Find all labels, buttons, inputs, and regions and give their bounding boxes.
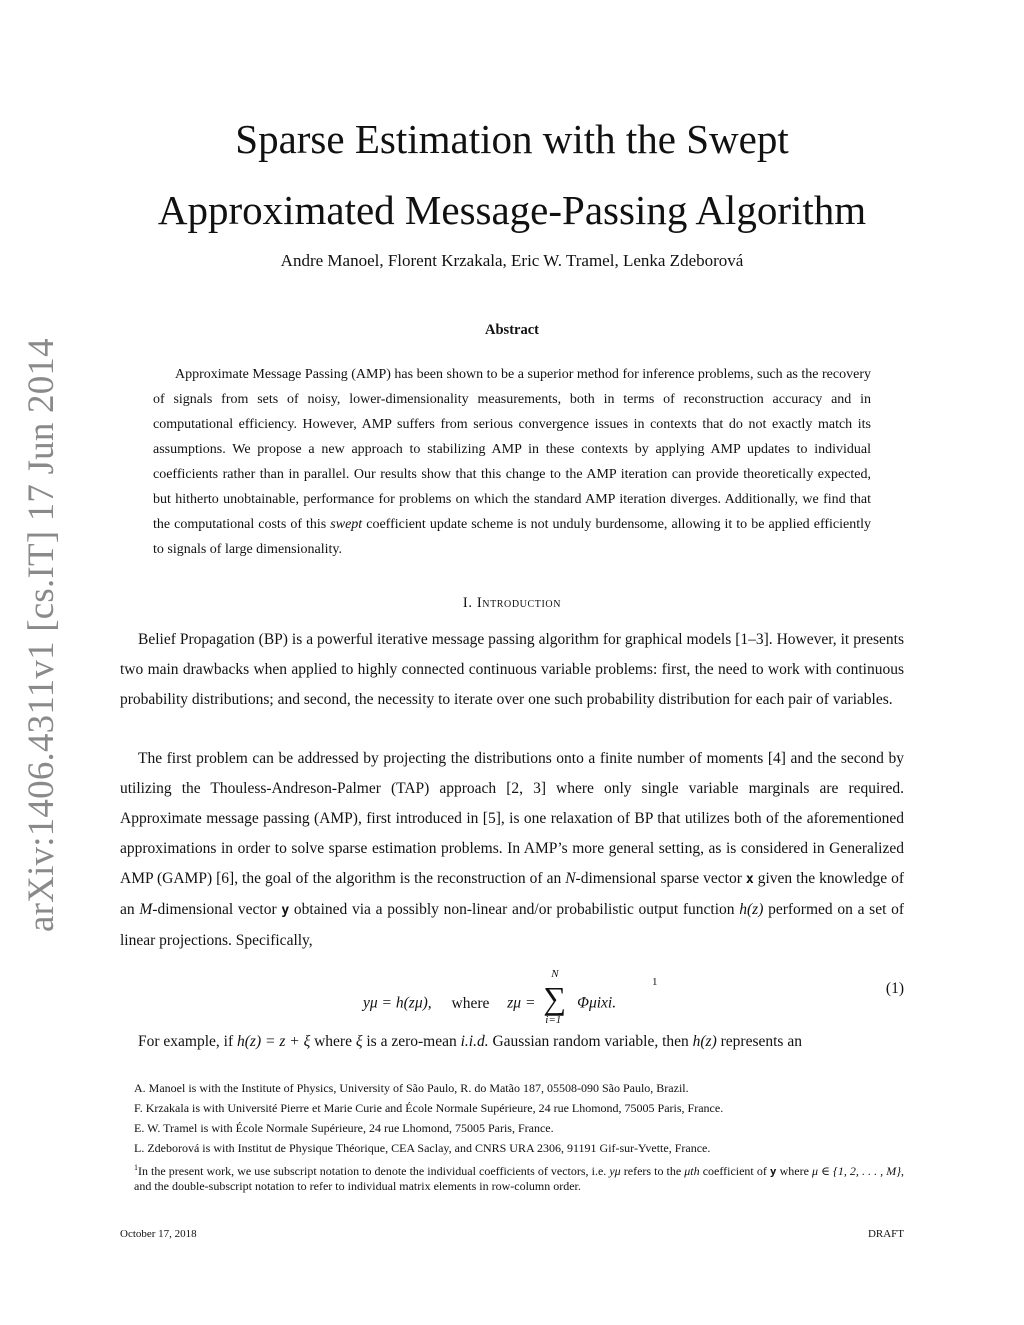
footer-draft: DRAFT <box>867 1228 904 1240</box>
eq-footnote-mark: 1 <box>652 976 658 988</box>
p2-math-M: M <box>139 901 153 918</box>
p3-text-1: For example, if <box>138 1033 238 1050</box>
p3-text-4: Gaussian random variable, then <box>488 1033 693 1050</box>
abstract-italic-word: swept <box>330 517 363 532</box>
p3-text-5: represents an <box>716 1033 802 1050</box>
p3-math-eq: h(z) = z + ξ <box>237 1033 311 1050</box>
eq-lhs: yμ = h(zμ), <box>363 994 432 1012</box>
p2-vector-y: y <box>281 903 290 918</box>
arxiv-stamp: arXiv:1406.4311v1 [cs.IT] 17 Jun 2014 <box>21 338 62 932</box>
affiliation-tramel: E. W. Tramel is with École Normale Supérieure, 24 rue Lhomond, 75005 Paris, France. <box>134 1121 554 1135</box>
affiliation-krzakala: F. Krzakala is with Université Pierre et Marie Curie and École Normale Supérieure, 24 rue Lhomond, 75005 Paris, France. <box>134 1101 724 1115</box>
p2-text-1: The first problem can be addressed by projecting the distributions onto a finite number of moments [4] and the second by utilizing the Thouless-Andreson-Palmer (TAP) approach [2, 3] where only single variable marginals are required. Approximate message passing (AMP), first introduced in [5], is one relaxation of BP that utilizes both of the aforementioned approximations in order to solve sparse estimation problems. In AMP’s more general setting, as is considered in Generalized AMP (GAMP) [6], the goal of the algorithm is the reconstruction of an <box>120 750 904 887</box>
paper-title <box>0 104 1024 246</box>
sigma-glyph: ∑ <box>543 980 567 1016</box>
fn1-math-set: μ ∈ {1, 2, . . . , M} <box>811 1164 901 1178</box>
p3-text-3: is a zero-mean <box>362 1033 461 1050</box>
p2-text-6: performed on a set of linear projections. Specifically, <box>120 901 905 949</box>
p2-text-5: obtained via a possibly non-linear and/or probabilistic output function <box>289 901 740 918</box>
section-numeral: I. <box>462 595 473 611</box>
abstract-text-1: Approximate Message Passing (AMP) has been shown to be a superior method for inference problems, such as the recovery of signals from sets of noisy, lower-dimensionality measurements, both in terms of reconstruction accuracy and in computational efficiency. However, AMP suffers from serious convergence issues in contexts that do not exactly match its assumptions. We propose a new approach to stabilizing AMP in these contexts by applying AMP updates to individual coefficients rather than in parallel. Our results show that this change to the AMP iteration can provide theoretically expected, but hitherto unobtainable, performance for problems on which the standard AMP iteration diverges. Additionally, we find that the computational costs of this <box>153 367 871 532</box>
p3-iid: i.i.d. <box>460 1033 489 1050</box>
eq-rhs-left: zμ = <box>507 994 536 1012</box>
abstract-body <box>153 362 871 562</box>
fn1-text-2: refers to the <box>620 1164 685 1178</box>
intro-paragraph-3 <box>120 1027 904 1057</box>
footnotes <box>120 1078 904 1194</box>
fn1-math-ymu: yμ <box>609 1164 621 1178</box>
title-line-1: Sparse Estimation with the Swept <box>235 116 789 162</box>
affiliation-manoel: A. Manoel is with the Institute of Physics, University of São Paulo, R. do Matão 187, 05508-090 São Paulo, Brazil. <box>134 1081 689 1095</box>
p3-text-2: where <box>310 1033 356 1050</box>
p2-text-2: -dimensional sparse vector <box>575 870 746 887</box>
equation-1 <box>120 962 904 1024</box>
p2-text-3: given the knowledge of an <box>120 870 904 918</box>
intro-paragraph-1: Belief Propagation (BP) is a powerful iterative message passing algorithm for graphical models [1–3]. However, it presents two main drawbacks when applied to highly connected continuous variable problems: first, the need to work with continuous probability distributions; and second, the necessity to iterate over one such probability distribution for each pair of variables. <box>120 631 904 708</box>
fn1-text-5: , and the double-subscript notation to refer to individual matrix elements in row-column order. <box>134 1164 904 1193</box>
summation-symbol <box>542 968 570 1028</box>
equation-number: (1) <box>885 980 904 997</box>
fn1-text-3: coefficient of <box>699 1164 770 1178</box>
abstract-heading: Abstract <box>485 322 539 338</box>
fn1-text-4: where <box>776 1164 812 1178</box>
title-line-2: Approximated Message-Passing Algorithm <box>157 187 867 233</box>
footnote-1 <box>134 1160 904 1194</box>
footnote-1-mark: 1 <box>134 1163 138 1172</box>
p3-math-xi: ξ <box>355 1033 363 1050</box>
fn1-text-1: In the present work, we use subscript notation to denote the individual coefficients of vectors, i.e. <box>138 1164 610 1178</box>
sum-lower-limit: i=1 <box>545 1014 562 1026</box>
affiliation-zdeborova: L. Zdeborová is with Institut de Physique Théorique, CEA Saclay, and CNRS URA 2306, 91191 Gif-sur-Yvette, France. <box>134 1141 711 1155</box>
equation-body <box>363 968 617 1032</box>
p2-text-4: -dimensional vector <box>152 901 282 918</box>
p2-math-hz: h(z) <box>739 901 764 918</box>
footer-date: October 17, 2018 <box>120 1228 197 1240</box>
section-name: Introduction <box>476 595 562 611</box>
abstract-text-2: coefficient update scheme is not unduly burdensome, allowing it to be applied efficiently to signals of large dimensionality. <box>153 517 871 557</box>
intro-paragraph-2 <box>120 744 904 956</box>
eq-where: where <box>451 994 490 1012</box>
author-list: Andre Manoel, Florent Krzakala, Eric W. Tramel, Lenka Zdeborová <box>280 251 744 270</box>
fn1-math-muth: μth <box>684 1164 700 1178</box>
fn1-vector-y: y <box>769 1165 777 1178</box>
section-heading <box>0 595 1024 612</box>
sum-upper-limit: N <box>551 968 559 980</box>
p2-vector-x: x <box>745 872 754 887</box>
p2-math-N: N <box>565 870 576 887</box>
eq-rhs-term: Φμixi. <box>577 994 617 1012</box>
p3-math-hz: h(z) <box>692 1033 717 1050</box>
